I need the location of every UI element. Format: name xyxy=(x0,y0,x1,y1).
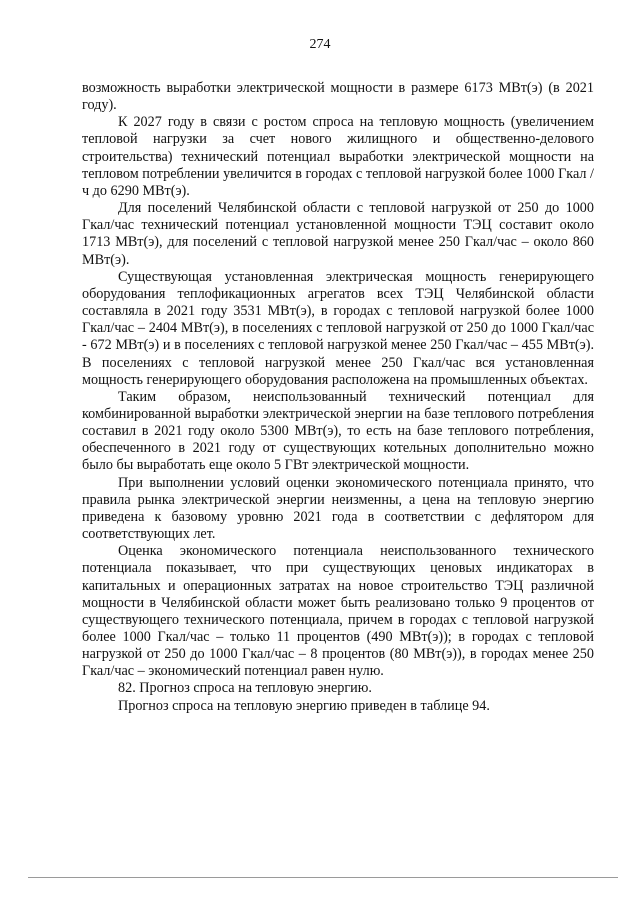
paragraph-existing-capacity: Существующая установленная электрическая мощность генерирующего оборудования теплофикационных агрегатов всех ТЭЦ Челябинской области составляла в 2021 году 3531 МВт(э), в городах с тепловой нагрузкой более 1000 Гкал/час – 2404 МВт(э), в поселениях с тепловой нагрузкой от 250 до 1000 Гкал/час - 672 МВт(э) и в поселениях с тепловой нагрузкой менее 250 Гкал/час – 455 МВт(э). В поселениях с тепловой нагрузкой менее 250 Гкал/час вся установленная мощность генерирующего оборудования расположена на промышленных объектах. xyxy=(82,268,594,388)
section-heading-82: 82. Прогноз спроса на тепловую энергию. xyxy=(118,680,372,697)
paragraph-continuation: возможность выработки электрической мощности в размере 6173 МВт(э) (в 2021 году). xyxy=(82,80,594,114)
footer-divider xyxy=(28,877,618,878)
page-number: 274 xyxy=(309,37,331,52)
paragraph-settlements-potential: Для поселений Челябинской области с тепловой нагрузкой от 250 до 1000 Гкал/час технический потенциал установленной мощности ТЭЦ составит около 1713 МВт(э), для поселений с тепловой нагрузкой менее 250 Гкал/час – около 860 МВт(э). xyxy=(82,200,594,268)
paragraph-economic-assessment: Оценка экономического потенциала неиспользованного технического потенциала показывает, что при существующих ценовых индикаторах в капитальных и операционных затратах на новое строительство ТЭЦ различной мощности в Челябинской области может быть реализовано только 9 процентов от существующего технического потенциала, причем в городах с тепловой нагрузкой более 1000 Гкал/час – только 11 процентов (490 МВт(э)); в городах с тепловой нагрузкой от 250 до 1000 Гкал/час – 8 процентов (80 МВт(э)), в городах менее 250 Гкал/час – экономический потенциал равен нулю. xyxy=(82,543,594,680)
document-body xyxy=(82,80,594,715)
paragraph-unused-potential: Таким образом, неиспользованный технический потенциал для комбинированной выработки электрической энергии на базе теплового потребления составил в 2021 году около 5300 МВт(э), то есть на базе теплового потребления, обеспеченного в 2021 году от существующих котельных дополнительно можно было бы выработать еще около 5 ГВт электрической мощности. xyxy=(82,388,594,474)
paragraph-market-conditions: При выполнении условий оценки экономического потенциала принято, что правила рынка электрической энергии неизменны, а цена на тепловую энергию приведена к базовому уровню 2021 года в соответствии с дефлятором для соответствующих лет. xyxy=(82,474,594,543)
paragraph-2027-forecast: К 2027 году в связи с ростом спроса на тепловую мощность (увеличением тепловой нагрузки за счет нового жилищного и общественно-делового строительства) технический потенциал выработки электрической мощности на тепловом потреблении увеличится в городах с тепловой нагрузкой более 1000 Гкал /ч до 6290 МВт(э). xyxy=(82,114,594,199)
paragraph-table-reference: Прогноз спроса на тепловую энергию приведен в таблице 94. xyxy=(118,697,490,714)
